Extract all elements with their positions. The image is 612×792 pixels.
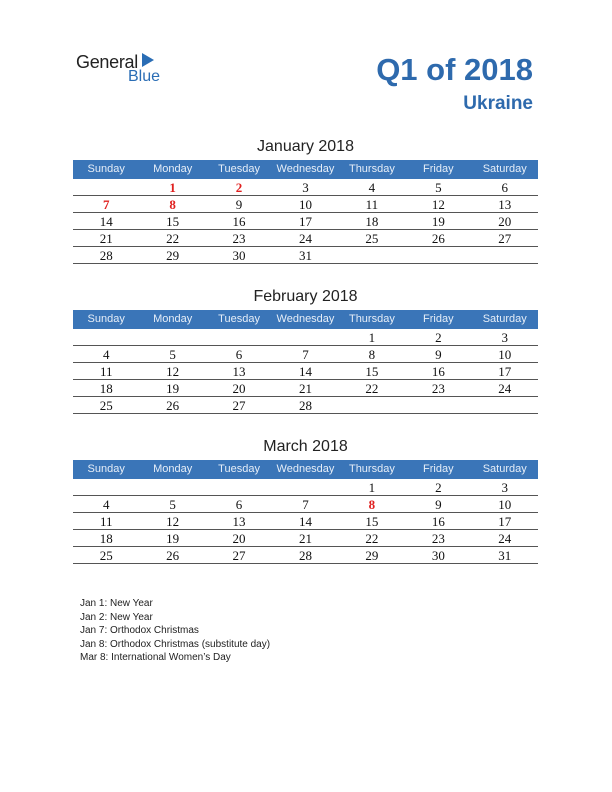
day-cell: 13: [232, 514, 246, 529]
empty-day-cell: [139, 329, 205, 345]
day-cell: 7: [302, 347, 309, 362]
day-cell: 6: [235, 497, 243, 512]
day-cell: 14: [298, 514, 312, 529]
weekday-label: Saturday: [482, 463, 527, 475]
day-cell: 24: [498, 531, 512, 546]
weekday-label: Monday: [153, 313, 193, 325]
day-cell: 11: [99, 514, 113, 529]
day-cell: 12: [166, 514, 180, 529]
day-cell: 3: [302, 180, 309, 195]
weekday-header: [73, 160, 538, 179]
day-cell: 29: [365, 548, 379, 563]
month-march: [73, 438, 538, 564]
day-cell: 25: [365, 231, 379, 246]
weekday-header: [73, 460, 538, 479]
week-row: [73, 346, 538, 363]
day-cell: 19: [431, 214, 445, 229]
week-row: [73, 230, 538, 247]
day-cell: 10: [298, 197, 312, 212]
day-cell: 27: [232, 548, 246, 563]
day-cell: 23: [232, 231, 246, 246]
week-row: [73, 513, 538, 530]
weekday-label: Sunday: [87, 463, 125, 475]
day-cell: 25: [99, 398, 113, 413]
month-title: January 2018: [257, 138, 354, 155]
day-cell: 6: [501, 180, 508, 195]
day-cell: 7: [302, 497, 309, 512]
day-cell: 26: [431, 231, 445, 246]
week-row: [73, 380, 538, 397]
weekday-label: Monday: [153, 463, 193, 475]
day-cell: 27: [232, 398, 246, 413]
day-cell: 26: [166, 398, 180, 413]
weekday-label: Friday: [423, 163, 454, 175]
weekday-header: [73, 310, 538, 329]
logo: [76, 52, 186, 92]
day-cell: 14: [298, 364, 312, 379]
week-row: [73, 547, 538, 564]
weekday-label: Thursday: [348, 163, 395, 175]
logo-triangle-icon: [142, 53, 154, 67]
weekday-label: Sunday: [87, 313, 125, 325]
day-cell: 13: [232, 364, 246, 379]
day-cell: 14: [99, 214, 113, 229]
weekday-label: Wednesday: [276, 163, 335, 175]
day-cell: 5: [169, 347, 176, 362]
day-cell: 15: [365, 364, 379, 379]
week-row: [73, 397, 538, 414]
day-cell: 15: [166, 214, 180, 229]
empty-day-cell: [339, 247, 405, 263]
empty-day-cell: [206, 329, 272, 345]
holiday-note: Jan 8: Orthodox Christmas (substitute day): [80, 638, 271, 650]
day-cell: 2: [235, 180, 243, 195]
empty-day-cell: [405, 247, 471, 263]
day-cell: 2: [435, 480, 442, 495]
weekday-label: Thursday: [348, 313, 395, 325]
day-cell: 4: [102, 497, 110, 512]
day-cell: 10: [498, 497, 512, 512]
day-cell: 20: [232, 381, 246, 396]
day-cell: 28: [298, 398, 312, 413]
day-cell: 19: [166, 531, 180, 546]
week-row: [73, 479, 538, 496]
day-cell: 3: [501, 330, 508, 345]
day-cell: 16: [431, 364, 445, 379]
day-cell: 17: [498, 514, 512, 529]
day-cell: 22: [166, 231, 180, 246]
day-cell: 10: [498, 347, 512, 362]
day-cell: 8: [368, 497, 376, 512]
weekday-label: Tuesday: [218, 463, 260, 475]
country-name: Ukraine: [463, 93, 533, 114]
weekday-label: Friday: [423, 463, 454, 475]
day-cell: 8: [169, 197, 176, 212]
day-cell: 13: [498, 197, 512, 212]
logo-general-text: General: [76, 52, 138, 72]
day-cell: 19: [166, 381, 180, 396]
day-cell: 7: [102, 197, 110, 212]
day-cell: 2: [435, 330, 442, 345]
day-cell: 15: [365, 514, 379, 529]
day-cell: 4: [368, 180, 376, 195]
week-row: [73, 363, 538, 380]
day-cell: 29: [166, 248, 180, 263]
day-cell: 16: [431, 514, 445, 529]
empty-day-cell: [272, 479, 338, 495]
day-cell: 5: [435, 180, 442, 195]
empty-day-cell: [472, 247, 538, 263]
day-cell: 3: [501, 480, 508, 495]
day-cell: 17: [298, 214, 312, 229]
day-cell: 9: [235, 197, 243, 212]
day-cell: 11: [99, 364, 113, 379]
day-cell: 6: [235, 347, 243, 362]
day-cell: 12: [166, 364, 180, 379]
day-cell: 18: [365, 214, 379, 229]
holiday-note: Jan 2: New Year: [80, 611, 153, 623]
weekday-label: Friday: [423, 313, 454, 325]
day-cell: 31: [298, 248, 312, 263]
empty-day-cell: [472, 397, 538, 413]
day-cell: 31: [498, 548, 512, 563]
weekday-label: Tuesday: [218, 313, 260, 325]
day-cell: 21: [298, 381, 312, 396]
day-cell: 21: [99, 231, 113, 246]
weekday-label: Monday: [153, 163, 193, 175]
weekday-label: Tuesday: [218, 163, 260, 175]
week-row: [73, 213, 538, 230]
day-cell: 1: [169, 180, 176, 195]
day-cell: 8: [368, 347, 376, 362]
day-cell: 9: [435, 497, 442, 512]
empty-day-cell: [139, 479, 205, 495]
day-cell: 20: [232, 531, 246, 546]
week-row: [73, 247, 538, 264]
day-cell: 26: [166, 548, 180, 563]
day-cell: 27: [498, 231, 512, 246]
empty-day-cell: [73, 179, 139, 195]
empty-day-cell: [272, 329, 338, 345]
weekday-label: Saturday: [482, 163, 527, 175]
holiday-note: Jan 1: New Year: [80, 598, 153, 609]
day-cell: 18: [99, 381, 113, 396]
day-cell: 24: [498, 381, 512, 396]
month-title: February 2018: [253, 288, 358, 305]
day-cell: 12: [431, 197, 445, 212]
empty-day-cell: [206, 479, 272, 495]
day-cell: 28: [99, 248, 113, 263]
weekday-label: Wednesday: [276, 463, 335, 475]
day-cell: 28: [298, 548, 312, 563]
holiday-note: Mar 8: International Women’s Day: [80, 652, 231, 663]
empty-day-cell: [339, 397, 405, 413]
day-cell: 18: [99, 531, 113, 546]
day-cell: 17: [498, 364, 512, 379]
day-cell: 11: [365, 197, 379, 212]
day-cell: 22: [365, 381, 379, 396]
day-cell: 30: [431, 548, 445, 563]
day-cell: 30: [232, 248, 246, 263]
day-cell: 4: [102, 347, 110, 362]
weekday-label: Sunday: [87, 163, 125, 175]
day-cell: 16: [232, 214, 246, 229]
holiday-notes: [80, 597, 270, 665]
day-cell: 23: [431, 531, 445, 546]
week-row: [73, 196, 538, 213]
day-cell: 24: [298, 231, 312, 246]
weekday-label: Saturday: [482, 313, 527, 325]
week-row: [73, 179, 538, 196]
weekday-label: Wednesday: [276, 313, 335, 325]
day-cell: 20: [498, 214, 512, 229]
day-cell: 9: [435, 347, 442, 362]
quarter-title: Q1 of 2018: [376, 52, 533, 87]
day-cell: 21: [298, 531, 312, 546]
month-january: [73, 138, 538, 264]
weekday-label: Thursday: [348, 463, 395, 475]
week-row: [73, 329, 538, 346]
week-row: [73, 530, 538, 547]
month-title: March 2018: [263, 438, 348, 455]
logo-blue-text: Blue: [128, 68, 161, 85]
day-cell: 23: [431, 381, 445, 396]
day-cell: 1: [368, 330, 376, 345]
week-row: [73, 496, 538, 513]
empty-day-cell: [73, 329, 139, 345]
day-cell: 25: [99, 548, 113, 563]
day-cell: 1: [368, 480, 376, 495]
holiday-note: Jan 7: Orthodox Christmas: [80, 625, 199, 636]
empty-day-cell: [405, 397, 471, 413]
empty-day-cell: [73, 479, 139, 495]
day-cell: 22: [365, 531, 379, 546]
month-february: [73, 288, 538, 414]
day-cell: 5: [169, 497, 176, 512]
